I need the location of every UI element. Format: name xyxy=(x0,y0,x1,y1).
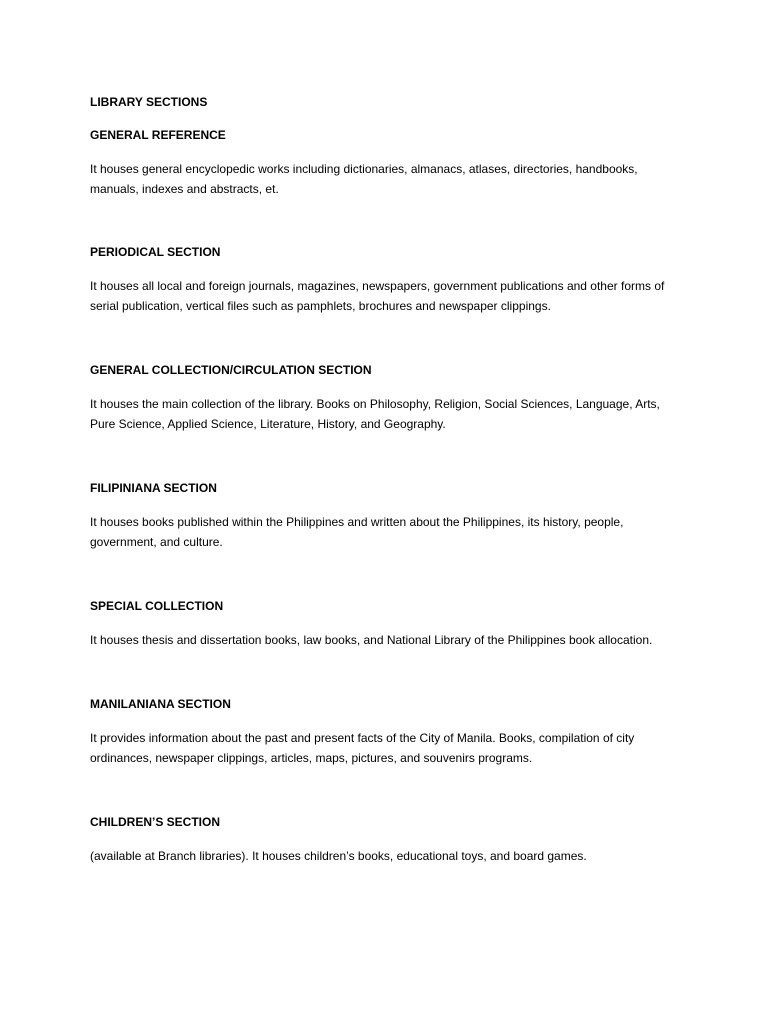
section-body: It provides information about the past and present facts of the City of Manila. Books, compilation of city ordinances, newspaper clippings, articles, maps, pictures, and souvenirs programs. xyxy=(90,731,635,765)
section-manilaniana xyxy=(90,695,680,768)
section-body: (available at Branch libraries). It houses children’s books, educational toys, and board games. xyxy=(90,849,587,863)
section-filipiniana xyxy=(90,479,680,552)
section-heading: MANILANIANA SECTION xyxy=(90,697,231,711)
section-heading: FILIPINIANA SECTION xyxy=(90,481,217,495)
section-heading: PERIODICAL SECTION xyxy=(90,245,221,259)
section-heading: SPECIAL COLLECTION xyxy=(90,599,224,613)
section-childrens xyxy=(90,813,680,866)
section-heading: CHILDREN’S SECTION xyxy=(90,815,221,829)
section-body: It houses books published within the Philippines and written about the Philippines, its history, people, government, and culture. xyxy=(90,515,624,549)
section-general-reference xyxy=(90,126,680,199)
section-heading: GENERAL COLLECTION/CIRCULATION SECTION xyxy=(90,363,372,377)
section-periodical xyxy=(90,243,680,316)
section-body: It houses general encyclopedic works including dictionaries, almanacs, atlases, directories, handbooks, manuals, indexes and abstracts, et. xyxy=(90,162,638,196)
document-page xyxy=(90,93,680,866)
section-body: It houses thesis and dissertation books, law books, and National Library of the Philippines book allocation. xyxy=(90,633,653,647)
section-special-collection xyxy=(90,597,680,650)
document-title: LIBRARY SECTIONS xyxy=(90,95,208,109)
section-general-collection xyxy=(90,361,680,434)
section-body: It houses the main collection of the library. Books on Philosophy, Religion, Social Sciences, Language, Arts, Pure Science, Applied Science, Literature, History, and Geography. xyxy=(90,397,660,431)
section-body: It houses all local and foreign journals, magazines, newspapers, government publications and other forms of serial publication, vertical files such as pamphlets, brochures and newspaper clippings. xyxy=(90,279,665,313)
section-heading: GENERAL REFERENCE xyxy=(90,128,226,142)
